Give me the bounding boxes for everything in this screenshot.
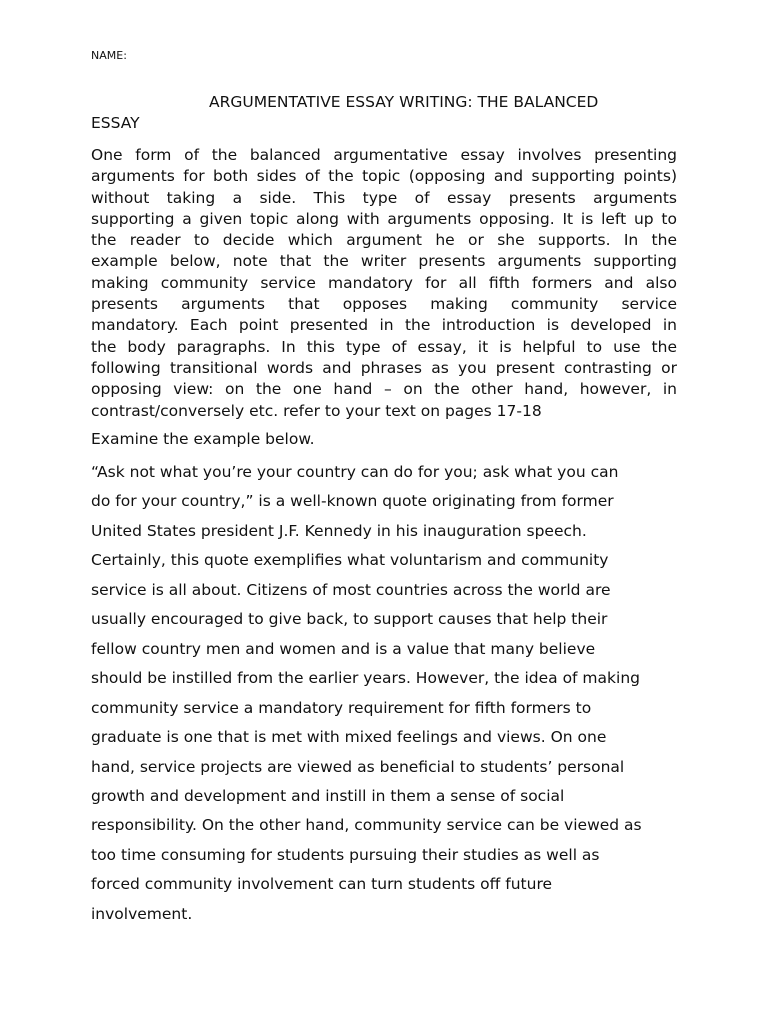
text-line: Certainly, this quote exemplifies what voluntarism and community: [91, 551, 609, 570]
text-line: without taking a side. This type of essay presents arguments: [91, 188, 677, 207]
text-line: arguments for both sides of the topic (opposing and supporting points): [91, 167, 677, 186]
text-line: opposing view: on the one hand – on the other hand, however, in: [91, 380, 677, 399]
text-line: usually encouraged to give back, to support causes that help their: [91, 610, 608, 629]
text-line: growth and development and instill in them a sense of social: [91, 786, 565, 805]
text-line: service is all about. Citizens of most countries across the world are: [91, 580, 611, 599]
text-line: responsibility. On the other hand, community service can be viewed as: [91, 816, 642, 835]
text-line: graduate is one that is met with mixed feelings and views. On one: [91, 728, 607, 747]
text-line: should be instilled from the earlier years. However, the idea of making: [91, 669, 640, 688]
text-line: supporting a given topic along with arguments opposing. It is left up to: [91, 209, 677, 228]
title-line-1: ARGUMENTATIVE ESSAY WRITING: THE BALANCED: [209, 93, 599, 111]
text-line: hand, service projects are viewed as beneficial to students’ personal: [91, 757, 625, 776]
text-line: involvement.: [91, 904, 193, 923]
examine-label: Examine the example below.: [91, 430, 315, 448]
text-line: “Ask not what you’re your country can do for you; ask what you can: [91, 463, 619, 481]
text-line: contrast/conversely etc. refer to your text on pages 17-18: [91, 401, 542, 420]
example-paragraph: [91, 458, 642, 929]
text-line: community service a mandatory requirement for fifth formers to: [91, 698, 592, 717]
text-line: forced community involvement can turn students off future: [91, 875, 553, 894]
text-line: example below, note that the writer presents arguments supporting: [91, 252, 677, 271]
text-line: following transitional words and phrases as you present contrasting or: [91, 358, 677, 377]
text-line: do for your country,” is a well-known quote originating from former: [91, 492, 614, 511]
text-line: presents arguments that opposes making community service: [91, 295, 677, 314]
text-line: fellow country men and women and is a value that many believe: [91, 639, 596, 658]
name-label: NAME:: [91, 49, 127, 62]
intro-paragraph: [91, 145, 677, 422]
text-line: making community service mandatory for all fifth formers and also: [91, 273, 677, 292]
text-line: mandatory. Each point presented in the introduction is developed in: [91, 316, 677, 335]
title-line-2: ESSAY: [91, 114, 140, 132]
text-line: too time consuming for students pursuing their studies as well as: [91, 845, 600, 864]
text-line: the reader to decide which argument he or she supports. In the: [91, 231, 677, 250]
text-line: United States president J.F. Kennedy in his inauguration speech.: [91, 521, 587, 540]
text-line: One form of the balanced argumentative essay involves presenting: [91, 146, 677, 164]
text-line: the body paragraphs. In this type of essay, it is helpful to use the: [91, 337, 677, 356]
